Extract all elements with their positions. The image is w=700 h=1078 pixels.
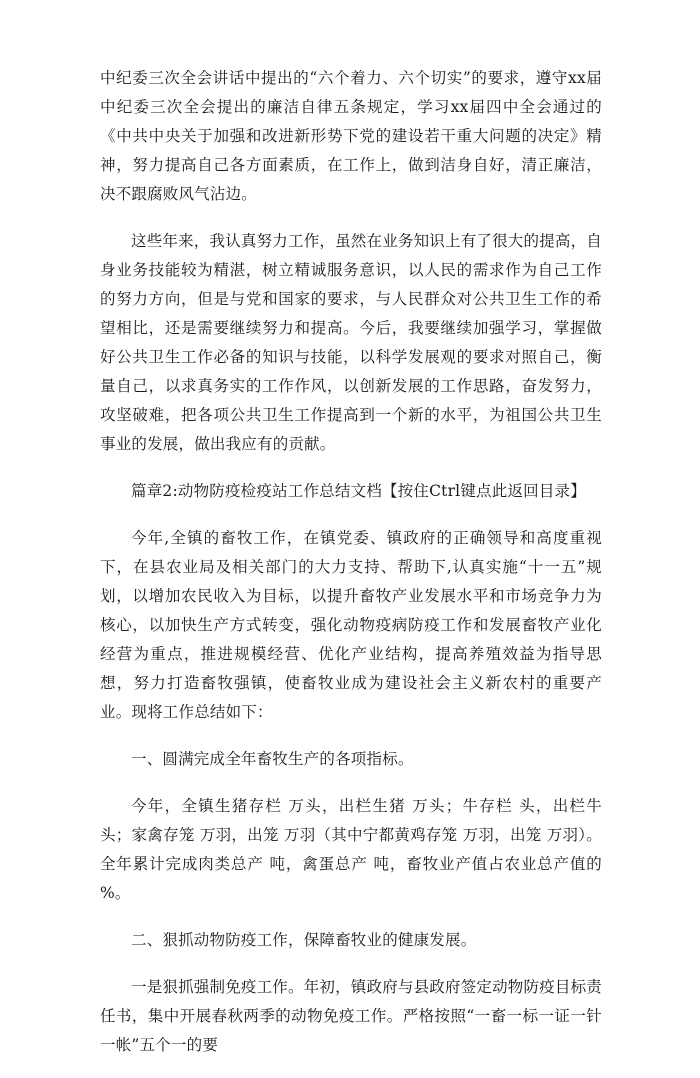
document-body: [100, 64, 602, 1078]
paragraph-work-summary: 这些年来，我认真努力工作，虽然在业务知识上有了很大的提高，自身业务技能较为精湛，树立精诚服务意识，以人民的需求作为自己工作的努力方向，但是与党和国家的要求，与人民群众对公共卫生工作的希望相比，还是需要继续努力和提高。今后，我要继续加强学习，掌握做好公共卫生工作必备的知识与技能，以科学发展观的要求对照自己，衡量自己，以求真务实的工作作风，以创新发展的工作思路，奋发努力，攻坚破难，把各项公共卫生工作提高到一个新的水平，为祖国公共卫生事业的发展，做出我应有的贡献。: [100, 232, 603, 453]
paragraph-annual-overview: 今年,全镇的畜牧工作，在镇党委、镇政府的正确领导和高度重视下，在县农业局及相关部门的大力支持、帮助下,认真实施“十一五”规划，以增加农民收入为目标，以提升畜牧产业发展水平和市场竞争力为核心，以加快生产方式转变，强化动物疫病防疫工作和发展畜牧产业化经营为重点，推进规模经营、优化产业结构，提高养殖效益为指导思想，努力打造畜牧强镇，使畜牧业成为建设社会主义新农村的重要产业。现将工作总结如下：: [100, 529, 602, 721]
paragraph-immunization: 一是狠抓强制免疫工作。年初，镇政府与县政府签定动物防疫目标责任书，集中开展春秋两季的动物免疫工作。严格按照“一畜一标一证一针一帐”五个一的要: [100, 978, 603, 1054]
chapter-heading: [100, 477, 602, 506]
section-heading-targets: 一、圆满完成全年畜牧生产的各项指标。: [131, 750, 414, 768]
paragraph-livestock-stats: 今年，全镇生猪存栏 万头，出栏生猪 万头；牛存栏 头，出栏牛 头；家禽存笼 万羽，出笼 万羽（其中宁都黄鸡存笼 万羽，出笼 万羽）。全年累计完成肉类总产 吨，禽蛋总产 吨，畜牧业产值占农业总产值的 %。: [100, 797, 602, 902]
paragraph-discipline: 中纪委三次全会讲话中提出的“六个着力、六个切实”的要求，遵守xx届中纪委三次全会提出的廉洁自律五条规定，学习xx届四中全会通过的《中共中央关于加强和改进新形势下党的建设若干重大问题的决定》精神，努力提高自己各方面素质，在工作上，做到洁身自好，清正廉洁，决不跟腐败风气沾边。: [100, 69, 602, 203]
return-to-toc-link[interactable]: 篇章2:动物防疫检疫站工作总结文档【按住Ctrl键点此返回目录】: [131, 482, 586, 500]
section-heading-epidemic-prevention: 二、狠抓动物防疫工作，保障畜牧业的健康发展。: [131, 931, 477, 949]
